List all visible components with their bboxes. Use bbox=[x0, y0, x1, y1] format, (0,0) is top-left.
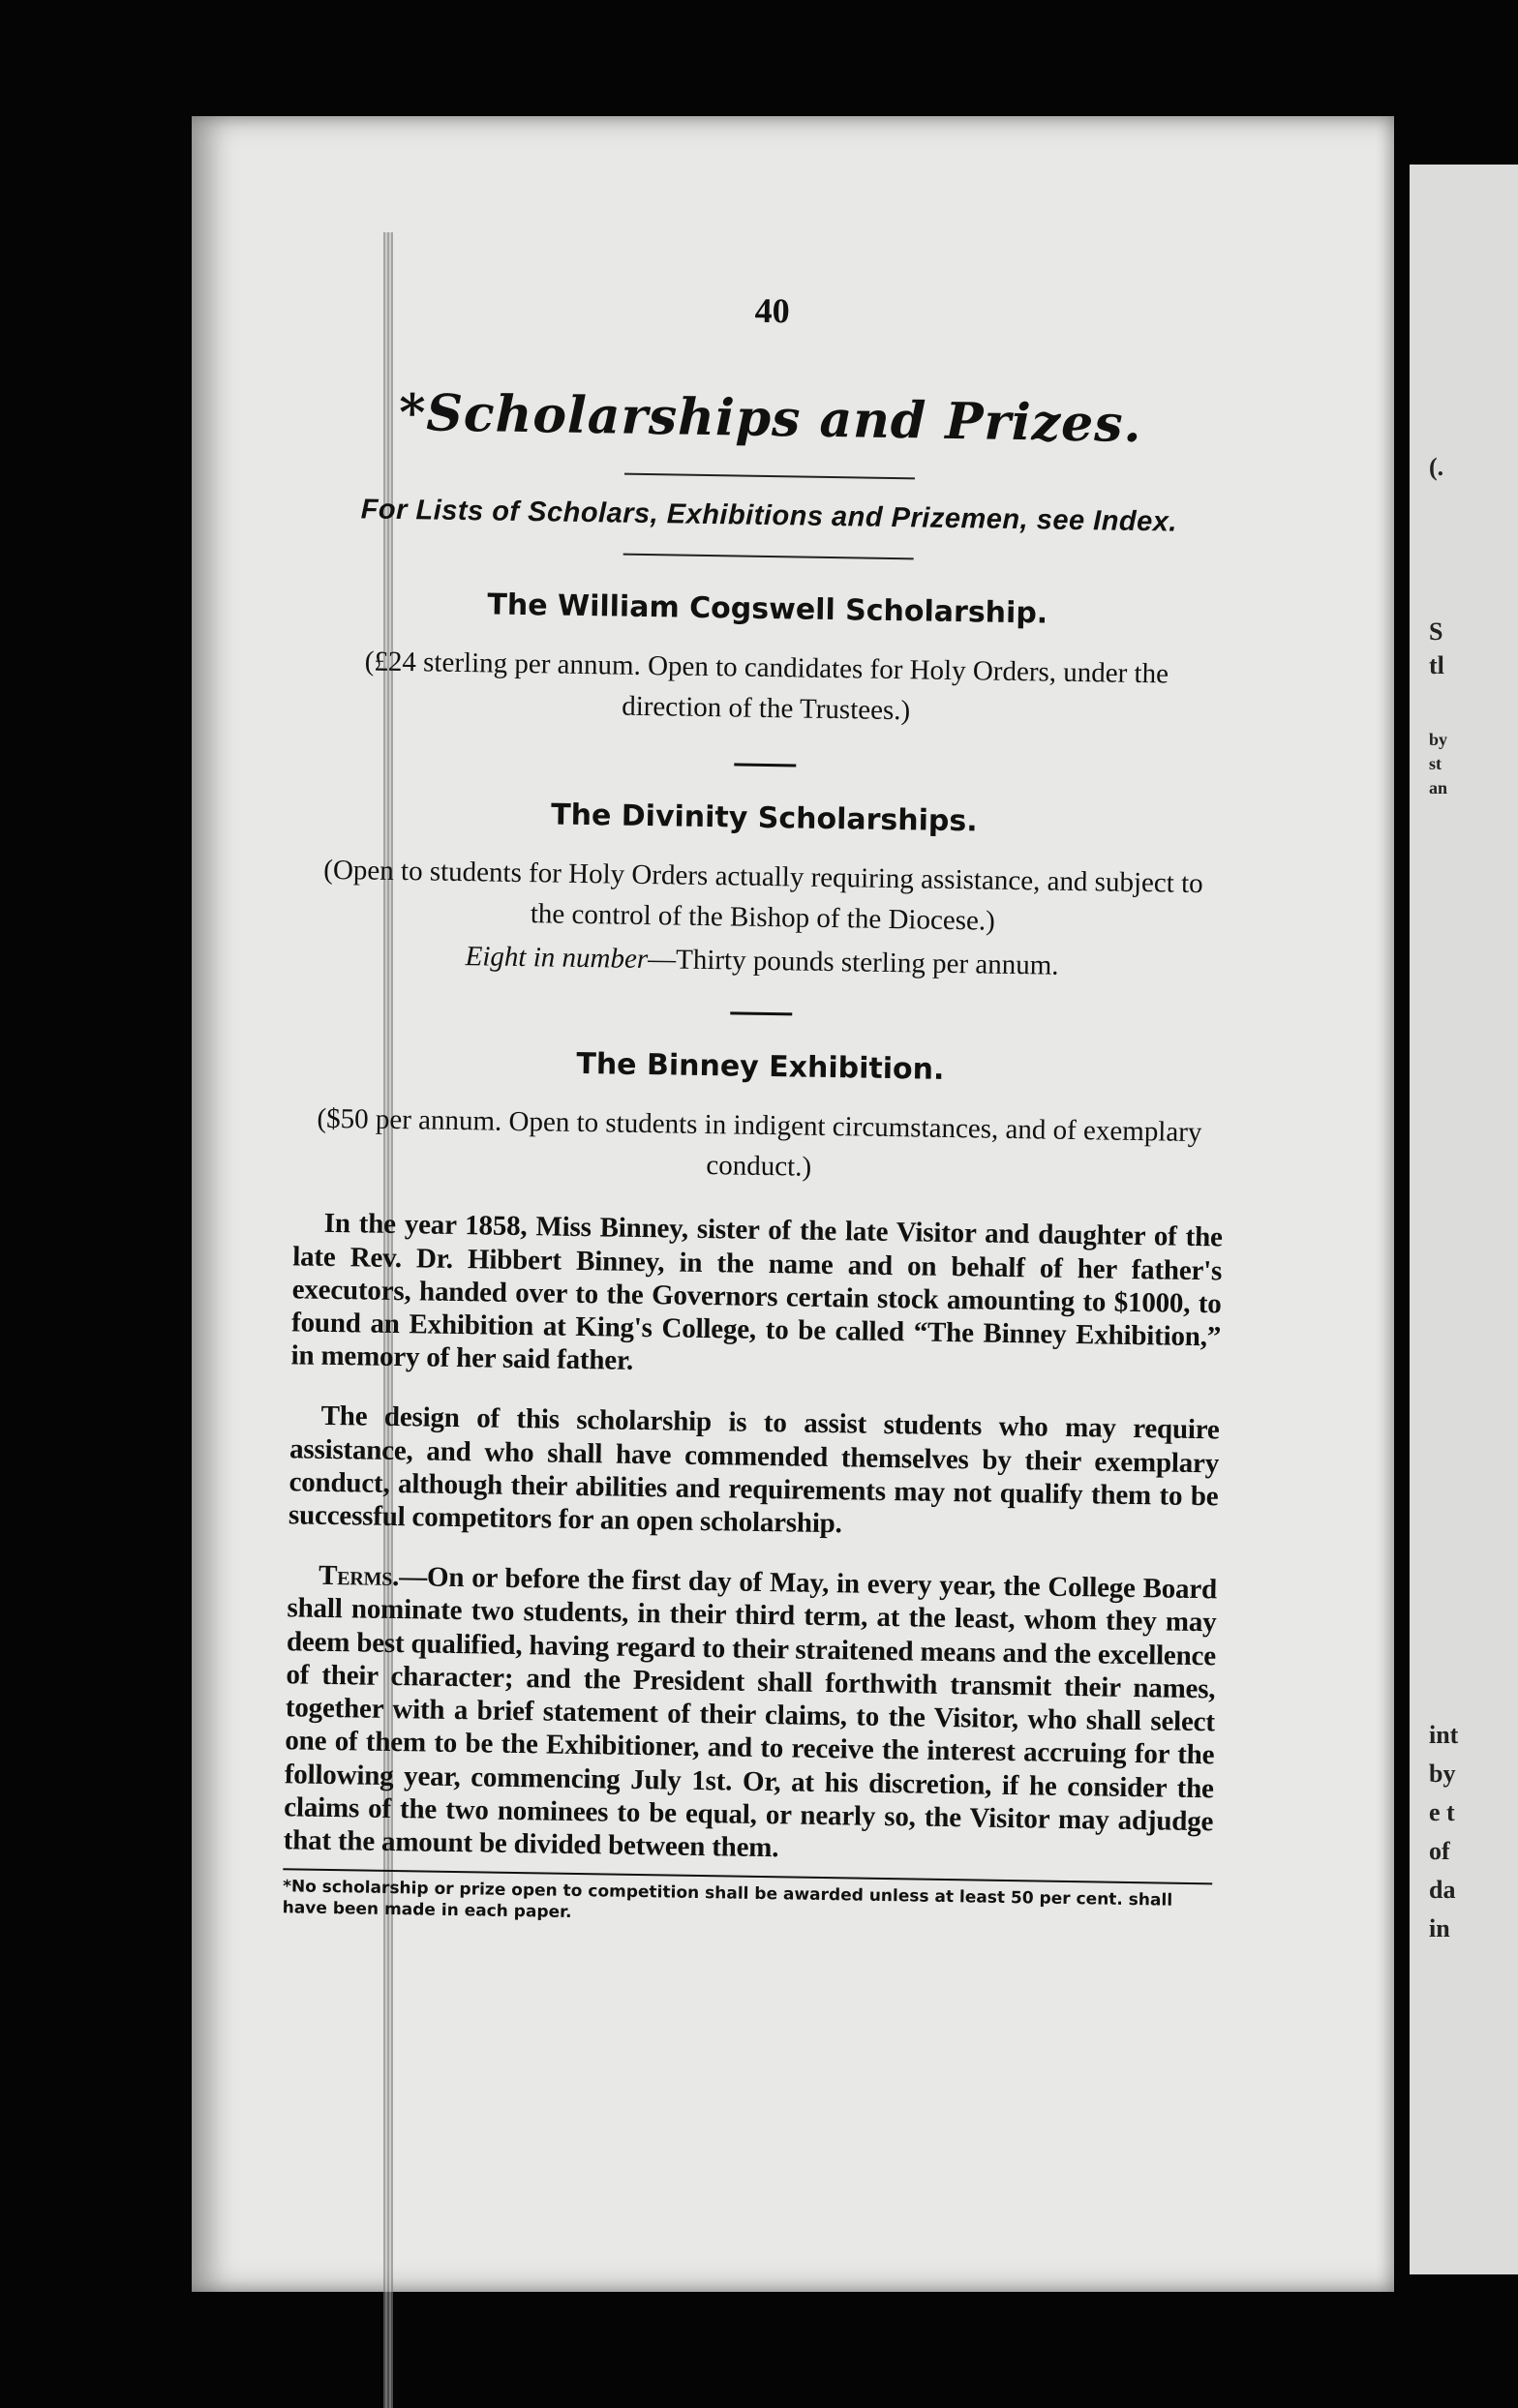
section-divider bbox=[734, 764, 796, 768]
title-rule bbox=[624, 473, 915, 480]
section-note-binney: ($50 per annum. Open to students in indigent circumstances, and of exemplary conduct.) bbox=[317, 1102, 1202, 1183]
adjacent-text-fragment: tl bbox=[1429, 651, 1444, 679]
adjacent-page-edge bbox=[1410, 165, 1518, 2274]
binney-paragraph-terms bbox=[284, 1559, 1218, 1872]
footnote: *No scholarship or prize open to competition shall be awarded unless at least 50 per cent. shall have been made in each paper. bbox=[282, 1877, 1173, 1923]
adjacent-text-fragment: in bbox=[1429, 1914, 1450, 1942]
book-page bbox=[192, 116, 1394, 2292]
adjacent-text-fragment: int bbox=[1429, 1721, 1459, 1749]
adjacent-text-fragment: e t bbox=[1429, 1798, 1455, 1826]
adjacent-text-fragment: of bbox=[1429, 1837, 1450, 1865]
section-heading-cogswell: The William Cogswell Scholarship. bbox=[487, 587, 1048, 631]
adjacent-text-fragment: (. bbox=[1429, 453, 1444, 481]
terms-text: —On or before the first day of May, in every year, the College Board shall nominate two students, in their third term, at the least, whom they may deem best qualified, having regard to their straitened means and the excellence of their character; and the President shall forthwith transmit their names, together with a brief statement of their claims, to the Visitor, who shall select one of them to be the Exhibitioner, and to receive the interest accruing for the following year, commencing July 1st. Or, at his discretion, if he consider the claims of the two nominees to be equal, or nearly so, the Visitor may adjudge that the amount be divided between them. bbox=[283, 1561, 1218, 1864]
adjacent-text-fragment: an bbox=[1429, 778, 1448, 798]
page-content bbox=[283, 283, 1237, 1933]
index-reference: For Lists of Scholars, Exhibitions and Prizemen, see Index. bbox=[360, 494, 1178, 538]
page-number: 40 bbox=[754, 290, 790, 331]
page-title: *Scholarships and Prizes. bbox=[398, 382, 1143, 455]
section-note-divinity: (Open to students for Holy Orders actually requiring assistance, and subject to the control of the Bishop of the Diocese.) bbox=[323, 854, 1203, 937]
binney-paragraph-history: In the year 1858, Miss Binney, sister of the late Visitor and daughter of the late Rev. Dr. Hibbert Binney, in the name and on behalf of her father's executors, handed over to the Governors certain stock amounting to $1000, to found an Exhibition at King's College, to be called “The Binney Exhibition,” in memory of her said father. bbox=[290, 1208, 1223, 1377]
adjacent-text-fragment: by bbox=[1429, 1760, 1456, 1788]
adjacent-text-fragment: by bbox=[1429, 730, 1448, 749]
adjacent-text-fragment: st bbox=[1429, 754, 1442, 773]
subtitle-rule bbox=[623, 554, 914, 560]
divinity-amount bbox=[297, 939, 1227, 985]
section-heading-divinity: The Divinity Scholarships. bbox=[550, 798, 978, 839]
section-divider bbox=[730, 1012, 792, 1016]
adjacent-text-fragment: da bbox=[1429, 1876, 1456, 1904]
terms-label: Terms. bbox=[318, 1560, 400, 1593]
divinity-amount-label: Eight in number bbox=[465, 941, 649, 976]
section-heading-binney: The Binney Exhibition. bbox=[576, 1047, 945, 1088]
binney-paragraph-design: The design of this scholarship is to assist students who may require assistance, and who shall have commended themselves by their exemplary conduct, although their abilities and requirements may not qualify them to be successful competitors for an open scholarship. bbox=[288, 1400, 1220, 1540]
divinity-amount-text: —Thirty pounds sterling per annum. bbox=[647, 944, 1059, 981]
adjacent-text-fragment: S bbox=[1429, 617, 1443, 646]
section-note-cogswell: (£24 sterling per annum. Open to candidates for Holy Orders, under the direction of the Trustees.) bbox=[364, 646, 1169, 727]
